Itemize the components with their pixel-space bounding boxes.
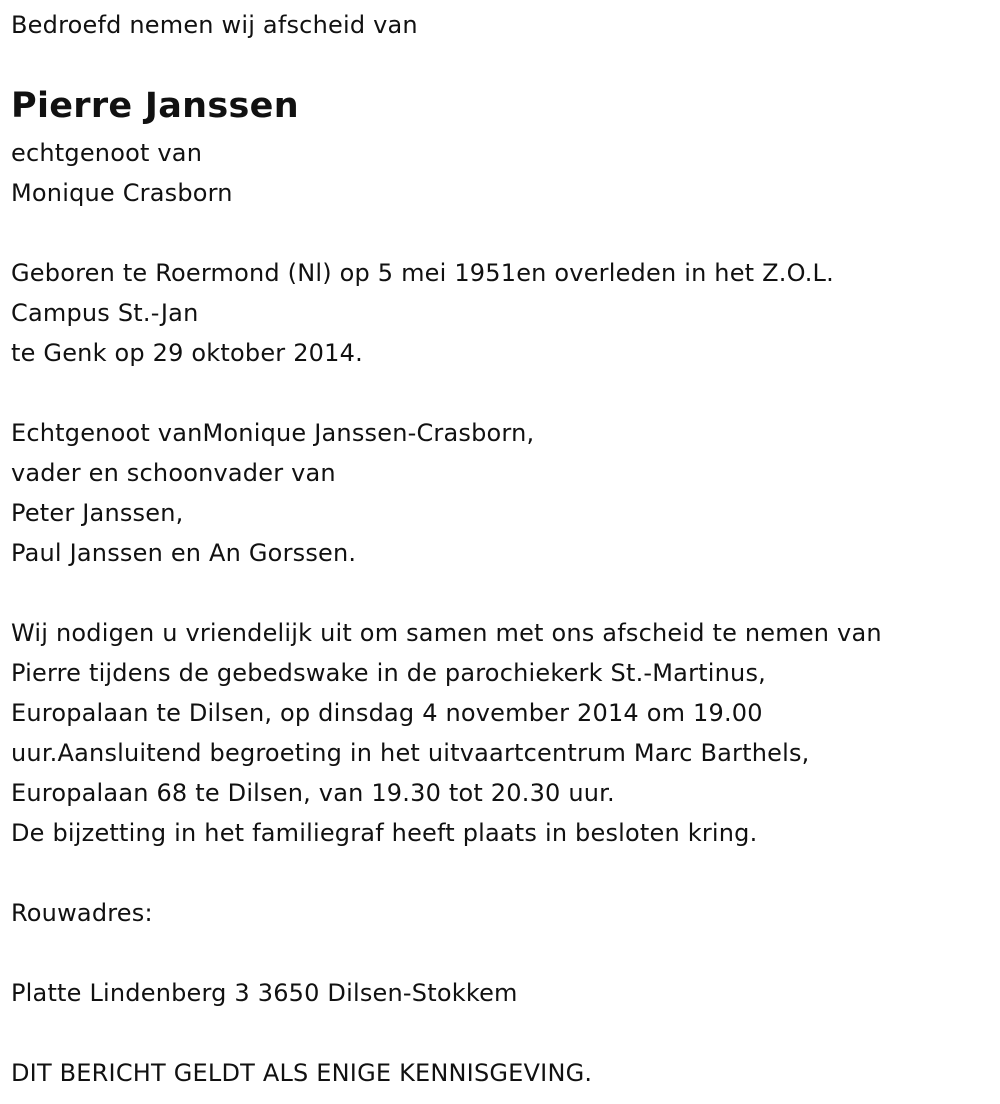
invitation-line: Wij nodigen u vriendelijk uit om samen met ons afscheid te nemen van — [11, 619, 882, 647]
notice-text: DIT BERICHT GELDT ALS ENIGE KENNISGEVING. — [11, 1059, 593, 1087]
invitation-line: De bijzetting in het familiegraf heeft plaats in besloten kring. — [11, 819, 758, 847]
invitation-line: uur.Aansluitend begroeting in het uitvaartcentrum Marc Barthels, — [11, 739, 810, 767]
family-line: Echtgenoot vanMonique Janssen-Crasborn, — [11, 419, 535, 447]
invitation-line: Pierre tijdens de gebedswake in de parochiekerk St.-Martinus, — [11, 659, 766, 687]
birth-death-line: Campus St.-Jan — [11, 299, 199, 327]
invitation-line: Europalaan 68 te Dilsen, van 19.30 tot 20.30 uur. — [11, 779, 615, 807]
address-value: Platte Lindenberg 3 3650 Dilsen-Stokkem — [11, 979, 518, 1007]
relation-label: echtgenoot van — [11, 139, 203, 167]
invitation-line: Europalaan te Dilsen, op dinsdag 4 november 2014 om 19.00 — [11, 699, 763, 727]
birth-death-line: te Genk op 29 oktober 2014. — [11, 339, 363, 367]
family-line: Paul Janssen en An Gorssen. — [11, 539, 357, 567]
address-label: Rouwadres: — [11, 899, 153, 927]
spouse-name: Monique Crasborn — [11, 179, 233, 207]
deceased-name: Pierre Janssen — [11, 86, 299, 126]
birth-death-line: Geboren te Roermond (Nl) op 5 mei 1951en overleden in het Z.O.L. — [11, 259, 834, 287]
family-line: Peter Janssen, — [11, 499, 184, 527]
family-line: vader en schoonvader van — [11, 459, 336, 487]
intro-text: Bedroefd nemen wij afscheid van — [11, 11, 418, 39]
